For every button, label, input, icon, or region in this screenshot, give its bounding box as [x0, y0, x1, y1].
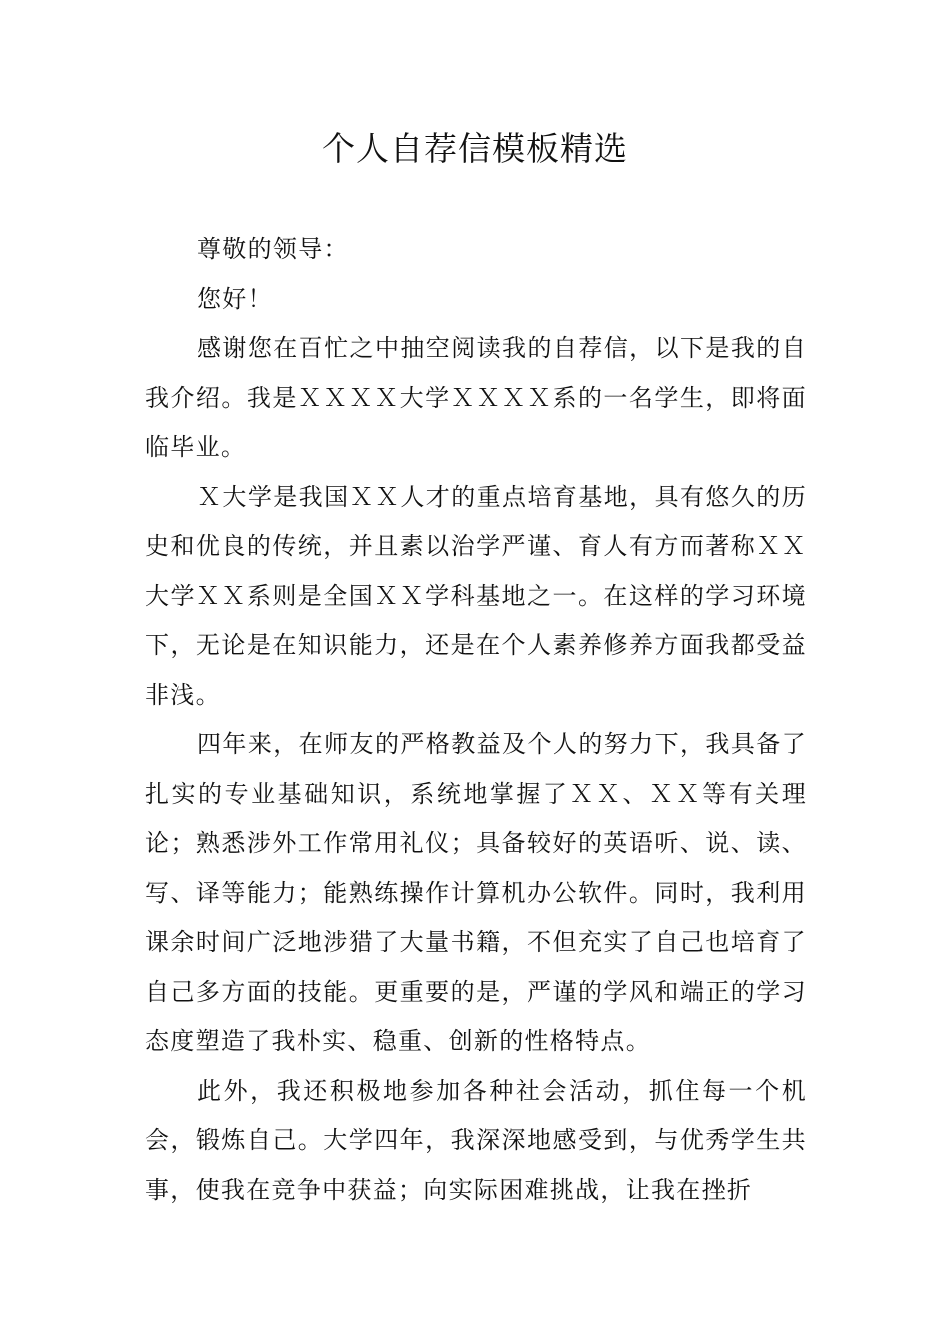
paragraph-skills: 四年来，在师友的严格教益及个人的努力下，我具备了扎实的专业基础知识，系统地掌握了ＸＸ、ＸＸ等有关理论；熟悉涉外工作常用礼仪；具备较好的英语听、说、读、写、译等能力；能熟练操作计算机办公软件。同时，我利用课余时间广泛地涉猎了大量书籍，不但充实了自己也培育了自己多方面的技能。更重要的是，严谨的学风和端正的学习态度塑造了我朴实、稳重、创新的性格特点。 — [145, 730, 807, 1055]
paragraph-intro: 感谢您在百忙之中抽空阅读我的自荐信，以下是我的自我介绍。我是ＸＸＸＸ大学ＸＸＸＸ系的一名学生，即将面临毕业。 — [145, 334, 807, 461]
greeting: 您好！ — [197, 284, 273, 313]
paragraph-activities: 此外，我还积极地参加各种社会活动，抓住每一个机会，锻炼自己。大学四年，我深深地感受到，与优秀学生共事，使我在竞争中获益；向实际困难挑战，让我在挫折 — [145, 1076, 807, 1204]
page-title: 个人自荐信模板精选 — [322, 129, 628, 168]
salutation: 尊敬的领导： — [197, 235, 349, 263]
paragraph-university: Ｘ大学是我国ＸＸ人才的重点培育基地，具有悠久的历史和优良的传统，并且素以治学严谨、育人有方而著称ＸＸ大学ＸＸ系则是全国ＸＸ学科基地之一。在这样的学习环境下，无论是在知识能力，还是在个人素养修养方面我都受益非浅。 — [145, 482, 807, 709]
letter-body — [145, 225, 807, 1215]
